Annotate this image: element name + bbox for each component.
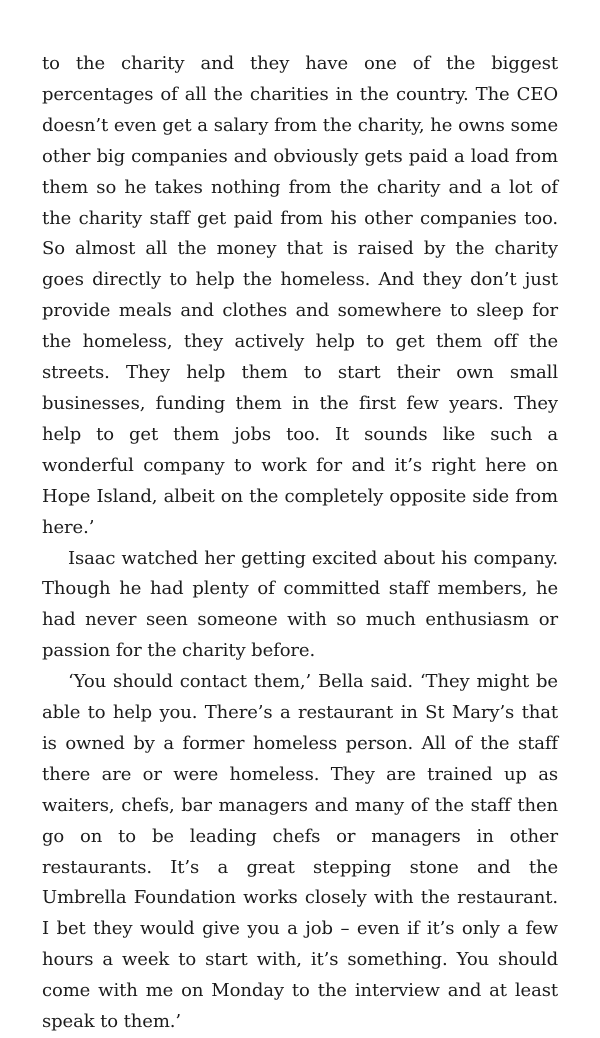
paragraph: ‘You should contact them,’ Bella said. ‘They might be able to help you. There’s a restaurant in St Mary’s that is owned by a former homeless person. All of the staff there are or were homeless. They are trained up as waiters, chefs, bar managers and many of the staff then go on to be leading chefs or managers in other restaurants. It’s a great stepping stone and the Umbrella Foundation works closely with the restaurant. I bet they would give you a job – even if it’s only a few hours a week to start with, it’s something. You should come with me on Monday to the interview and at least speak to them.’ (42, 671, 558, 1033)
paragraph: Isaac watched her getting excited about his company. Though he had plenty of committed staff members, he had never seen someone with so much enthusiasm or passion for the charity before. (42, 547, 558, 662)
paragraph: to the charity and they have one of the biggest percentages of all the charities in the country. The CEO doesn’t even get a salary from the charity, he owns some other big companies and obviously gets paid a load from them so he takes nothing from the charity and a lot of the charity staff get paid from his other companies too. So almost all the money that is raised by the charity goes directly to help the homeless. And they don’t just provide meals and clothes and somewhere to sleep for the homeless, they actively help to get them off the streets. They help them to start their own small businesses, funding them in the first few years. They help to get them jobs too. It sounds like such a wonderful company to work for and it’s right here on Hope Island, albeit on the completely opposite side from here.’ (42, 53, 558, 538)
book-page (42, 49, 558, 1038)
